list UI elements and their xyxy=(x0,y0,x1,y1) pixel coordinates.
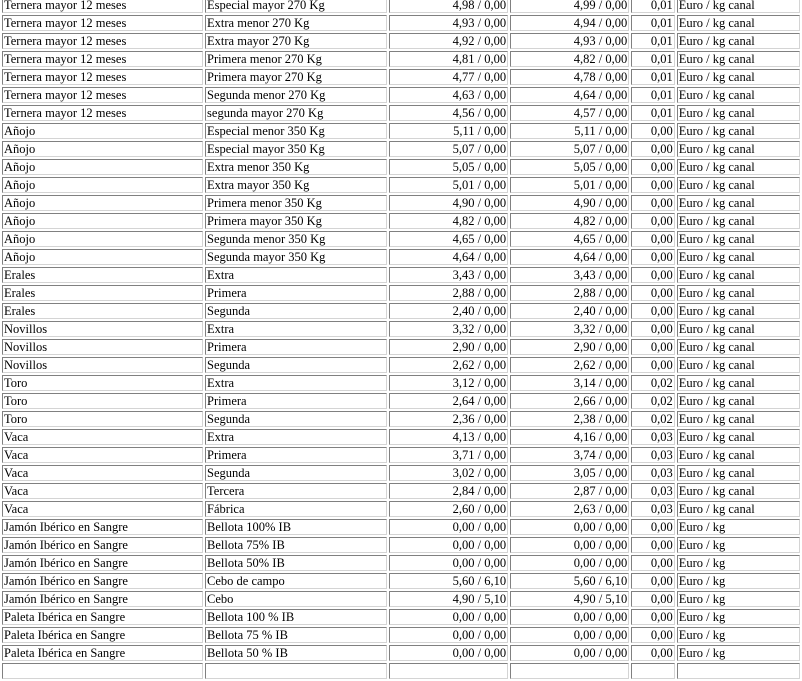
cell-price-current: 2,40 / 0,00 xyxy=(510,303,629,319)
table-row xyxy=(2,231,800,247)
cell-difference: 0,01 xyxy=(631,15,674,31)
cell-category: Jamón Ibérico en Sangre xyxy=(2,519,203,535)
cell-grade: Segunda xyxy=(205,357,387,373)
cell-price-previous xyxy=(389,663,508,679)
cell-difference: 0,01 xyxy=(631,105,674,121)
cell-difference: 0,02 xyxy=(631,393,674,409)
cell-price-current xyxy=(510,663,629,679)
cell-category: Toro xyxy=(2,411,203,427)
cell-price-previous: 4,13 / 0,00 xyxy=(389,429,508,445)
cell-grade: Extra mayor 350 Kg xyxy=(205,177,387,193)
cell-difference: 0,03 xyxy=(631,501,674,517)
price-table-body xyxy=(2,0,800,679)
cell-category: Añojo xyxy=(2,213,203,229)
cell-unit: Euro / kg canal xyxy=(677,429,800,445)
table-row xyxy=(2,393,800,409)
cell-category: Añojo xyxy=(2,159,203,175)
table-row xyxy=(2,663,800,679)
table-row xyxy=(2,51,800,67)
table-row xyxy=(2,357,800,373)
cell-unit: Euro / kg canal xyxy=(677,51,800,67)
cell-difference: 0,02 xyxy=(631,411,674,427)
cell-category: Erales xyxy=(2,267,203,283)
cell-category: Erales xyxy=(2,285,203,301)
cell-difference: 0,01 xyxy=(631,87,674,103)
cell-price-previous: 4,92 / 0,00 xyxy=(389,33,508,49)
cell-price-previous: 3,43 / 0,00 xyxy=(389,267,508,283)
cell-category: Jamón Ibérico en Sangre xyxy=(2,573,203,589)
table-row xyxy=(2,141,800,157)
cell-unit: Euro / kg xyxy=(677,645,800,661)
cell-unit: Euro / kg xyxy=(677,573,800,589)
cell-price-current: 4,78 / 0,00 xyxy=(510,69,629,85)
cell-grade: segunda mayor 270 Kg xyxy=(205,105,387,121)
cell-price-current: 4,82 / 0,00 xyxy=(510,51,629,67)
cell-unit: Euro / kg canal xyxy=(677,15,800,31)
cell-difference: 0,00 xyxy=(631,645,674,661)
cell-unit: Euro / kg canal xyxy=(677,249,800,265)
cell-grade: Especial menor 350 Kg xyxy=(205,123,387,139)
cell-price-current: 0,00 / 0,00 xyxy=(510,609,629,625)
table-row xyxy=(2,627,800,643)
cell-difference: 0,00 xyxy=(631,357,674,373)
cell-grade: Extra xyxy=(205,267,387,283)
table-row xyxy=(2,249,800,265)
cell-difference: 0,01 xyxy=(631,33,674,49)
cell-price-current: 2,87 / 0,00 xyxy=(510,483,629,499)
cell-difference: 0,00 xyxy=(631,123,674,139)
cell-price-previous: 4,65 / 0,00 xyxy=(389,231,508,247)
table-row xyxy=(2,447,800,463)
cell-price-current: 2,88 / 0,00 xyxy=(510,285,629,301)
cell-price-previous: 2,64 / 0,00 xyxy=(389,393,508,409)
cell-price-previous: 3,71 / 0,00 xyxy=(389,447,508,463)
cell-category: Vaca xyxy=(2,429,203,445)
cell-grade: Fábrica xyxy=(205,501,387,517)
table-row xyxy=(2,609,800,625)
cell-price-current: 4,64 / 0,00 xyxy=(510,249,629,265)
table-row xyxy=(2,429,800,445)
cell-price-previous: 4,90 / 5,10 xyxy=(389,591,508,607)
table-row xyxy=(2,519,800,535)
cell-price-previous: 5,01 / 0,00 xyxy=(389,177,508,193)
cell-unit: Euro / kg xyxy=(677,627,800,643)
cell-unit: Euro / kg canal xyxy=(677,69,800,85)
cell-category: Añojo xyxy=(2,141,203,157)
cell-grade: Primera xyxy=(205,339,387,355)
cell-difference: 0,00 xyxy=(631,573,674,589)
cell-price-previous: 4,56 / 0,00 xyxy=(389,105,508,121)
cell-difference: 0,00 xyxy=(631,213,674,229)
cell-difference: 0,00 xyxy=(631,339,674,355)
cell-unit: Euro / kg canal xyxy=(677,285,800,301)
cell-grade: Segunda menor 270 Kg xyxy=(205,87,387,103)
cell-difference: 0,00 xyxy=(631,231,674,247)
cell-price-current: 4,82 / 0,00 xyxy=(510,213,629,229)
cell-price-current: 0,00 / 0,00 xyxy=(510,627,629,643)
cell-unit: Euro / kg canal xyxy=(677,447,800,463)
cell-category: Jamón Ibérico en Sangre xyxy=(2,591,203,607)
table-row xyxy=(2,87,800,103)
cell-category: Vaca xyxy=(2,501,203,517)
cell-price-current: 5,05 / 0,00 xyxy=(510,159,629,175)
cell-unit: Euro / kg canal xyxy=(677,465,800,481)
cell-difference: 0,03 xyxy=(631,429,674,445)
cell-price-previous: 4,77 / 0,00 xyxy=(389,69,508,85)
table-row xyxy=(2,33,800,49)
cell-price-current: 3,05 / 0,00 xyxy=(510,465,629,481)
cell-difference: 0,01 xyxy=(631,69,674,85)
cell-price-current: 0,00 / 0,00 xyxy=(510,519,629,535)
cell-difference: 0,00 xyxy=(631,249,674,265)
cell-unit xyxy=(677,663,800,679)
cell-grade: Extra menor 270 Kg xyxy=(205,15,387,31)
cell-category: Añojo xyxy=(2,123,203,139)
cell-unit: Euro / kg canal xyxy=(677,231,800,247)
table-row xyxy=(2,0,800,13)
cell-price-current: 4,90 / 0,00 xyxy=(510,195,629,211)
table-row xyxy=(2,411,800,427)
cell-price-current: 5,11 / 0,00 xyxy=(510,123,629,139)
cell-unit: Euro / kg xyxy=(677,591,800,607)
cell-price-previous: 2,90 / 0,00 xyxy=(389,339,508,355)
cell-category: Toro xyxy=(2,375,203,391)
cell-price-current: 4,93 / 0,00 xyxy=(510,33,629,49)
cell-category: Novillos xyxy=(2,357,203,373)
cell-difference: 0,00 xyxy=(631,141,674,157)
table-row xyxy=(2,591,800,607)
cell-unit: Euro / kg xyxy=(677,519,800,535)
table-row xyxy=(2,285,800,301)
cell-price-current: 2,66 / 0,00 xyxy=(510,393,629,409)
cell-difference: 0,03 xyxy=(631,447,674,463)
cell-price-previous: 3,12 / 0,00 xyxy=(389,375,508,391)
cell-grade: Bellota 75% IB xyxy=(205,537,387,553)
cell-category: Paleta Ibérica en Sangre xyxy=(2,627,203,643)
cell-price-current: 4,99 / 0,00 xyxy=(510,0,629,13)
cell-grade: Primera xyxy=(205,285,387,301)
cell-grade: Segunda xyxy=(205,465,387,481)
cell-unit: Euro / kg canal xyxy=(677,87,800,103)
cell-category: Añojo xyxy=(2,231,203,247)
cell-difference: 0,00 xyxy=(631,555,674,571)
cell-price-previous: 0,00 / 0,00 xyxy=(389,609,508,625)
cell-category: Ternera mayor 12 meses xyxy=(2,33,203,49)
cell-difference: 0,00 xyxy=(631,591,674,607)
cell-grade: Cebo de campo xyxy=(205,573,387,589)
cell-category: Paleta Ibérica en Sangre xyxy=(2,609,203,625)
cell-category: Ternera mayor 12 meses xyxy=(2,15,203,31)
cell-price-previous: 5,05 / 0,00 xyxy=(389,159,508,175)
cell-price-current: 3,14 / 0,00 xyxy=(510,375,629,391)
cell-category: Ternera mayor 12 meses xyxy=(2,87,203,103)
table-row xyxy=(2,375,800,391)
cell-unit: Euro / kg canal xyxy=(677,339,800,355)
table-row xyxy=(2,15,800,31)
cell-grade: Bellota 50 % IB xyxy=(205,645,387,661)
cell-price-previous: 4,98 / 0,00 xyxy=(389,0,508,13)
cell-unit: Euro / kg canal xyxy=(677,123,800,139)
cell-price-previous: 5,11 / 0,00 xyxy=(389,123,508,139)
cell-grade: Bellota 50% IB xyxy=(205,555,387,571)
cell-category: Ternera mayor 12 meses xyxy=(2,105,203,121)
cell-category: Novillos xyxy=(2,339,203,355)
cell-unit: Euro / kg xyxy=(677,555,800,571)
cell-grade: Primera mayor 350 Kg xyxy=(205,213,387,229)
cell-category: Vaca xyxy=(2,465,203,481)
cell-grade: Bellota 75 % IB xyxy=(205,627,387,643)
cell-category: Añojo xyxy=(2,249,203,265)
cell-price-previous: 5,07 / 0,00 xyxy=(389,141,508,157)
cell-grade: Tercera xyxy=(205,483,387,499)
cell-price-current: 2,38 / 0,00 xyxy=(510,411,629,427)
cell-unit: Euro / kg canal xyxy=(677,501,800,517)
cell-grade: Segunda xyxy=(205,411,387,427)
cell-grade: Segunda menor 350 Kg xyxy=(205,231,387,247)
cell-category: Erales xyxy=(2,303,203,319)
cell-category: Jamón Ibérico en Sangre xyxy=(2,555,203,571)
cell-unit: Euro / kg xyxy=(677,609,800,625)
cell-grade: Extra xyxy=(205,321,387,337)
cell-price-current: 3,32 / 0,00 xyxy=(510,321,629,337)
cell-category: Añojo xyxy=(2,195,203,211)
table-row xyxy=(2,213,800,229)
cell-price-previous: 2,40 / 0,00 xyxy=(389,303,508,319)
cell-price-current: 0,00 / 0,00 xyxy=(510,537,629,553)
cell-grade: Bellota 100% IB xyxy=(205,519,387,535)
cell-price-previous: 2,62 / 0,00 xyxy=(389,357,508,373)
cell-price-previous: 4,63 / 0,00 xyxy=(389,87,508,103)
cell-difference: 0,00 xyxy=(631,285,674,301)
cell-category: Toro xyxy=(2,393,203,409)
cell-unit: Euro / kg canal xyxy=(677,321,800,337)
cell-price-previous: 0,00 / 0,00 xyxy=(389,537,508,553)
table-row xyxy=(2,69,800,85)
cell-category: Ternera mayor 12 meses xyxy=(2,0,203,13)
cell-difference: 0,00 xyxy=(631,519,674,535)
cell-grade: Extra menor 350 Kg xyxy=(205,159,387,175)
cell-price-previous: 0,00 / 0,00 xyxy=(389,555,508,571)
cell-price-current: 3,43 / 0,00 xyxy=(510,267,629,283)
cell-unit: Euro / kg canal xyxy=(677,411,800,427)
cell-category: Novillos xyxy=(2,321,203,337)
cell-price-current: 4,65 / 0,00 xyxy=(510,231,629,247)
cell-price-previous: 0,00 / 0,00 xyxy=(389,645,508,661)
cell-price-previous: 3,32 / 0,00 xyxy=(389,321,508,337)
cell-difference: 0,00 xyxy=(631,177,674,193)
cell-price-previous: 5,60 / 6,10 xyxy=(389,573,508,589)
cell-grade: Extra mayor 270 Kg xyxy=(205,33,387,49)
cell-difference: 0,00 xyxy=(631,609,674,625)
cell-difference: 0,01 xyxy=(631,51,674,67)
table-row xyxy=(2,537,800,553)
cell-difference: 0,00 xyxy=(631,159,674,175)
cell-price-current: 2,63 / 0,00 xyxy=(510,501,629,517)
cell-price-current: 4,64 / 0,00 xyxy=(510,87,629,103)
cell-category: Ternera mayor 12 meses xyxy=(2,51,203,67)
cell-price-current: 2,62 / 0,00 xyxy=(510,357,629,373)
cell-grade: Primera menor 270 Kg xyxy=(205,51,387,67)
cell-unit: Euro / kg canal xyxy=(677,159,800,175)
cell-category: Vaca xyxy=(2,483,203,499)
cell-difference: 0,00 xyxy=(631,303,674,319)
cell-difference: 0,00 xyxy=(631,321,674,337)
cell-grade xyxy=(205,663,387,679)
table-row xyxy=(2,483,800,499)
table-row xyxy=(2,573,800,589)
cell-unit: Euro / kg canal xyxy=(677,393,800,409)
cell-unit: Euro / kg canal xyxy=(677,141,800,157)
cell-price-current: 0,00 / 0,00 xyxy=(510,645,629,661)
cell-grade: Bellota 100 % IB xyxy=(205,609,387,625)
table-row xyxy=(2,105,800,121)
cell-grade: Especial mayor 270 Kg xyxy=(205,0,387,13)
cell-difference: 0,00 xyxy=(631,267,674,283)
cell-price-previous: 2,60 / 0,00 xyxy=(389,501,508,517)
cell-difference xyxy=(631,663,674,679)
table-row xyxy=(2,339,800,355)
table-row xyxy=(2,555,800,571)
table-row xyxy=(2,267,800,283)
cell-grade: Primera mayor 270 Kg xyxy=(205,69,387,85)
cell-price-previous: 0,00 / 0,00 xyxy=(389,519,508,535)
cell-grade: Especial mayor 350 Kg xyxy=(205,141,387,157)
cell-price-previous: 4,81 / 0,00 xyxy=(389,51,508,67)
cell-difference: 0,00 xyxy=(631,195,674,211)
cell-price-previous: 2,88 / 0,00 xyxy=(389,285,508,301)
cell-category xyxy=(2,663,203,679)
cell-price-previous: 3,02 / 0,00 xyxy=(389,465,508,481)
cell-unit: Euro / kg canal xyxy=(677,375,800,391)
cell-unit: Euro / kg canal xyxy=(677,357,800,373)
cell-price-current: 4,16 / 0,00 xyxy=(510,429,629,445)
cell-category: Paleta Ibérica en Sangre xyxy=(2,645,203,661)
cell-category: Vaca xyxy=(2,447,203,463)
cell-grade: Extra xyxy=(205,375,387,391)
cell-price-previous: 4,90 / 0,00 xyxy=(389,195,508,211)
cell-grade: Primera xyxy=(205,393,387,409)
cell-price-current: 5,60 / 6,10 xyxy=(510,573,629,589)
cell-difference: 0,03 xyxy=(631,483,674,499)
cell-grade: Cebo xyxy=(205,591,387,607)
cell-price-current: 5,01 / 0,00 xyxy=(510,177,629,193)
table-row xyxy=(2,177,800,193)
cell-unit: Euro / kg canal xyxy=(677,105,800,121)
cell-price-current: 5,07 / 0,00 xyxy=(510,141,629,157)
cell-unit: Euro / kg canal xyxy=(677,33,800,49)
cell-price-previous: 4,93 / 0,00 xyxy=(389,15,508,31)
cell-unit: Euro / kg xyxy=(677,537,800,553)
cell-grade: Segunda mayor 350 Kg xyxy=(205,249,387,265)
cell-unit: Euro / kg canal xyxy=(677,267,800,283)
cell-category: Ternera mayor 12 meses xyxy=(2,69,203,85)
cell-price-previous: 4,64 / 0,00 xyxy=(389,249,508,265)
cell-unit: Euro / kg canal xyxy=(677,0,800,13)
cell-price-current: 2,90 / 0,00 xyxy=(510,339,629,355)
cell-difference: 0,00 xyxy=(631,627,674,643)
cell-unit: Euro / kg canal xyxy=(677,213,800,229)
cell-price-previous: 2,84 / 0,00 xyxy=(389,483,508,499)
cell-price-previous: 0,00 / 0,00 xyxy=(389,627,508,643)
cell-category: Añojo xyxy=(2,177,203,193)
table-row xyxy=(2,645,800,661)
cell-difference: 0,00 xyxy=(631,537,674,553)
cell-grade: Primera menor 350 Kg xyxy=(205,195,387,211)
cell-price-current: 4,57 / 0,00 xyxy=(510,105,629,121)
table-row xyxy=(2,465,800,481)
cell-grade: Extra xyxy=(205,429,387,445)
cell-difference: 0,02 xyxy=(631,375,674,391)
cell-price-current: 0,00 / 0,00 xyxy=(510,555,629,571)
cell-unit: Euro / kg canal xyxy=(677,195,800,211)
cell-difference: 0,01 xyxy=(631,0,674,13)
table-row xyxy=(2,195,800,211)
table-row xyxy=(2,501,800,517)
cell-grade: Primera xyxy=(205,447,387,463)
cell-price-current: 4,90 / 5,10 xyxy=(510,591,629,607)
cell-price-current: 3,74 / 0,00 xyxy=(510,447,629,463)
cell-price-previous: 2,36 / 0,00 xyxy=(389,411,508,427)
cell-price-current: 4,94 / 0,00 xyxy=(510,15,629,31)
table-row xyxy=(2,123,800,139)
cell-unit: Euro / kg canal xyxy=(677,177,800,193)
table-row xyxy=(2,159,800,175)
cell-unit: Euro / kg canal xyxy=(677,303,800,319)
table-row xyxy=(2,321,800,337)
cell-difference: 0,03 xyxy=(631,465,674,481)
cell-grade: Segunda xyxy=(205,303,387,319)
cell-price-previous: 4,82 / 0,00 xyxy=(389,213,508,229)
cell-category: Jamón Ibérico en Sangre xyxy=(2,537,203,553)
cell-unit: Euro / kg canal xyxy=(677,483,800,499)
table-row xyxy=(2,303,800,319)
